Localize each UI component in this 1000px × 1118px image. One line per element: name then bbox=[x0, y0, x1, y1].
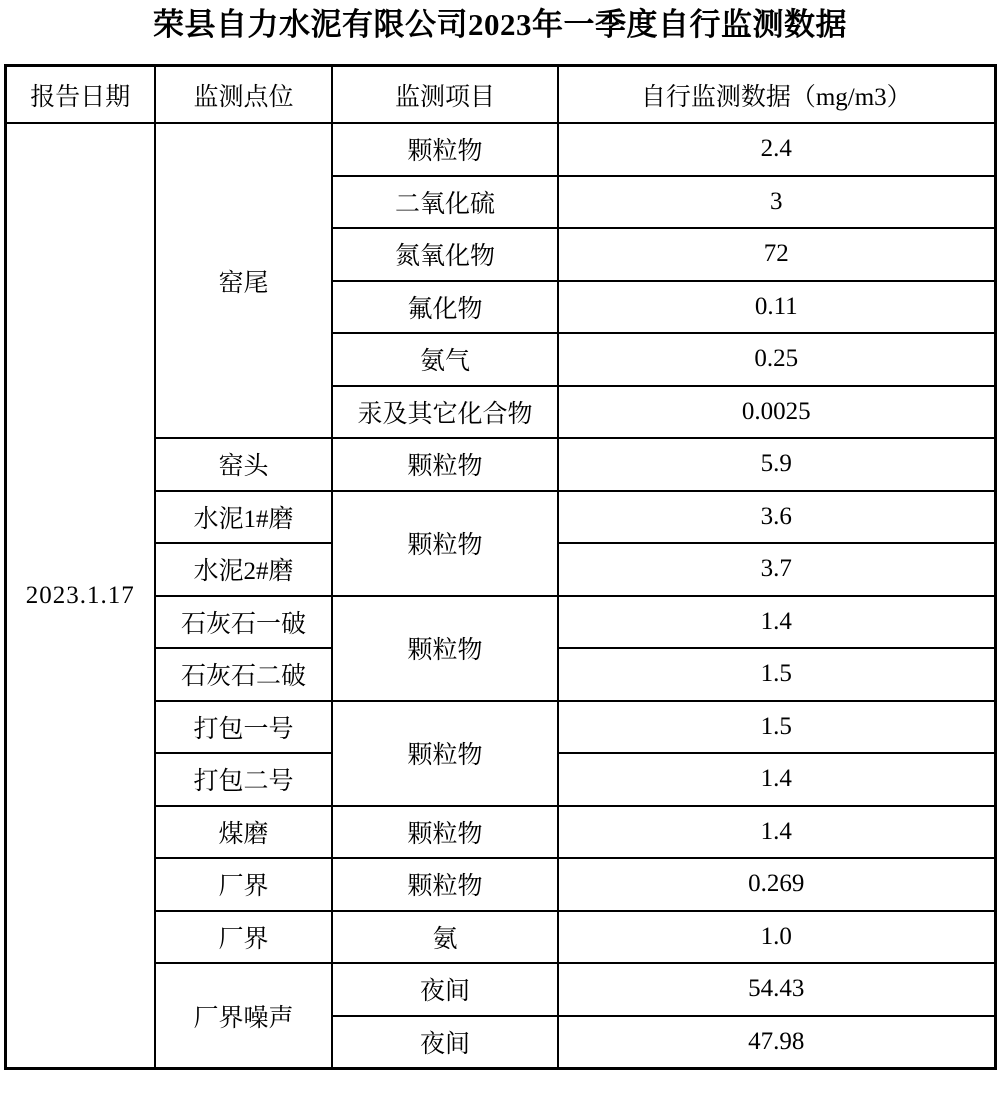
item-cell: 氨气 bbox=[332, 333, 558, 386]
item-cell: 氟化物 bbox=[332, 281, 558, 334]
value-cell: 1.4 bbox=[558, 753, 995, 806]
item-cell: 夜间 bbox=[332, 963, 558, 1016]
item-cell: 汞及其它化合物 bbox=[332, 386, 558, 439]
value-cell: 2.4 bbox=[558, 123, 995, 176]
header-monitoring-value: 自行监测数据（mg/m3） bbox=[558, 66, 995, 124]
value-cell: 1.5 bbox=[558, 701, 995, 754]
page-title: 荣县自力水泥有限公司2023年一季度自行监测数据 bbox=[153, 7, 847, 42]
value-cell: 72 bbox=[558, 228, 995, 281]
value-cell: 1.4 bbox=[558, 806, 995, 859]
value-cell: 3 bbox=[558, 176, 995, 229]
value-cell: 0.11 bbox=[558, 281, 995, 334]
item-cell: 颗粒物 bbox=[332, 858, 558, 911]
point-cell: 窑尾 bbox=[155, 123, 332, 438]
point-cell: 窑头 bbox=[155, 438, 332, 491]
point-cell: 打包二号 bbox=[155, 753, 332, 806]
item-cell: 二氧化硫 bbox=[332, 176, 558, 229]
value-cell: 5.9 bbox=[558, 438, 995, 491]
value-cell: 1.5 bbox=[558, 648, 995, 701]
point-cell: 石灰石二破 bbox=[155, 648, 332, 701]
monitoring-data-table bbox=[4, 64, 997, 1070]
value-cell: 1.0 bbox=[558, 911, 995, 964]
point-cell: 水泥2#磨 bbox=[155, 543, 332, 596]
point-cell: 厂界 bbox=[155, 911, 332, 964]
table-header-row bbox=[5, 66, 995, 124]
point-cell: 厂界 bbox=[155, 858, 332, 911]
item-cell: 颗粒物 bbox=[332, 596, 558, 701]
point-cell: 水泥1#磨 bbox=[155, 491, 332, 544]
item-cell: 夜间 bbox=[332, 1016, 558, 1069]
value-cell: 3.6 bbox=[558, 491, 995, 544]
header-monitoring-point: 监测点位 bbox=[155, 66, 332, 124]
value-cell: 54.43 bbox=[558, 963, 995, 1016]
item-cell: 颗粒物 bbox=[332, 491, 558, 596]
value-cell: 1.4 bbox=[558, 596, 995, 649]
item-cell: 氮氧化物 bbox=[332, 228, 558, 281]
item-cell: 颗粒物 bbox=[332, 438, 558, 491]
header-monitoring-item: 监测项目 bbox=[332, 66, 558, 124]
table-row bbox=[5, 123, 995, 176]
header-report-date: 报告日期 bbox=[5, 66, 155, 124]
item-cell: 颗粒物 bbox=[332, 701, 558, 806]
point-cell: 打包一号 bbox=[155, 701, 332, 754]
item-cell: 颗粒物 bbox=[332, 806, 558, 859]
report-date-cell: 2023.1.17 bbox=[5, 123, 155, 1069]
value-cell: 3.7 bbox=[558, 543, 995, 596]
point-cell: 煤磨 bbox=[155, 806, 332, 859]
item-cell: 颗粒物 bbox=[332, 123, 558, 176]
point-cell: 厂界噪声 bbox=[155, 963, 332, 1069]
value-cell: 0.269 bbox=[558, 858, 995, 911]
value-cell: 0.0025 bbox=[558, 386, 995, 439]
value-cell: 47.98 bbox=[558, 1016, 995, 1069]
value-cell: 0.25 bbox=[558, 333, 995, 386]
item-cell: 氨 bbox=[332, 911, 558, 964]
point-cell: 石灰石一破 bbox=[155, 596, 332, 649]
